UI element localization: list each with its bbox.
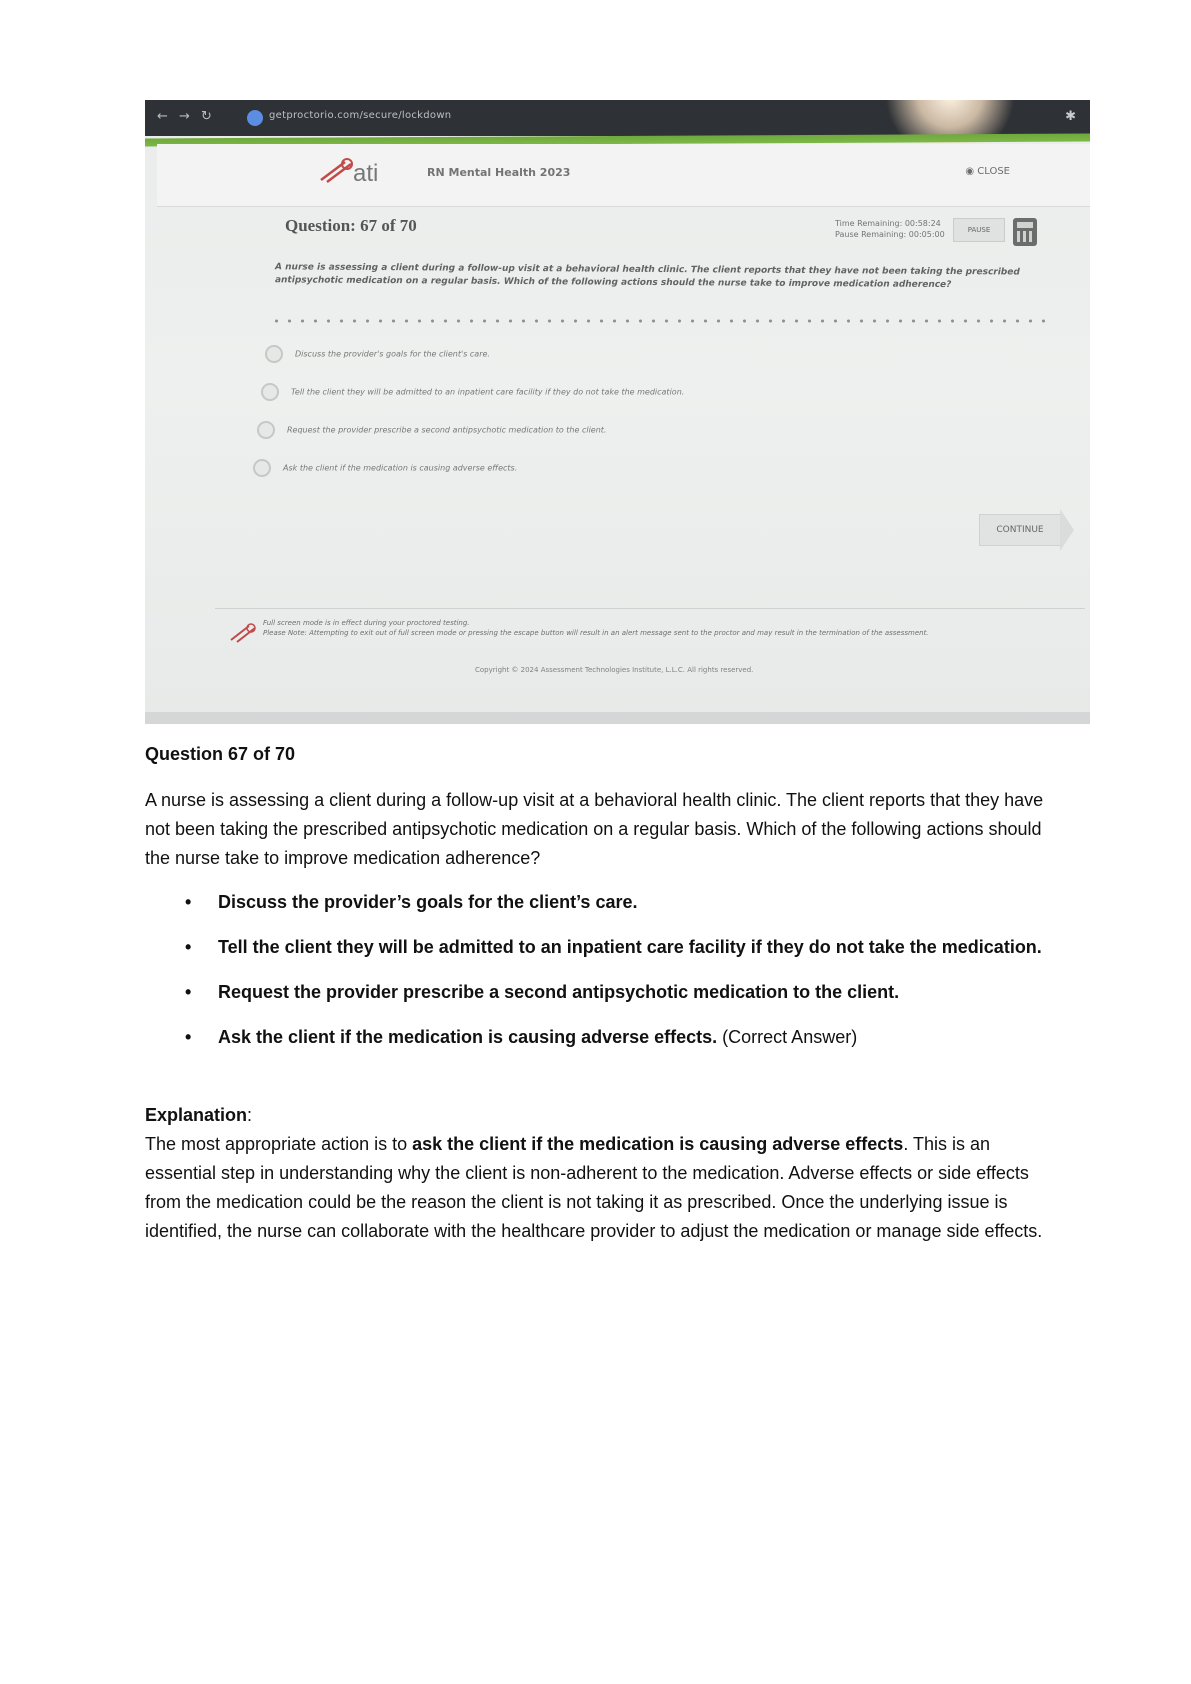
notice-line-1: Full screen mode is in effect during your proctored testing.	[263, 619, 470, 627]
close-button[interactable]	[965, 166, 1010, 177]
list-item	[145, 888, 1050, 917]
radio-button[interactable]	[253, 459, 271, 477]
list-item	[145, 978, 1050, 1007]
answer-list	[145, 888, 1050, 1068]
exam-screen-photo	[145, 100, 1090, 724]
radio-button[interactable]	[257, 421, 275, 439]
close-label: CLOSE	[977, 166, 1010, 177]
list-item	[145, 933, 1050, 962]
explanation-rest: . This is an essential step in understanding why the client is non-adherent to the medication. Adverse effects or side effects from the medication could be the reason the client is not taking it as prescribed. Once the underlying issue is identified, the nurse can collaborate with the healthcare provider to adjust the medication or manage side effects.	[145, 1134, 1043, 1241]
course-title: RN Mental Health 2023	[427, 166, 571, 179]
screen-bezel	[145, 712, 1090, 724]
app-logo-text: ati	[353, 160, 379, 187]
reload-icon[interactable]: ↻	[201, 109, 212, 124]
copyright: Copyright © 2024 Assessment Technologies Institute, L.L.C. All rights reserved.	[475, 666, 754, 674]
dotted-divider	[270, 318, 1050, 324]
option-label: Discuss the provider's goals for the client's care.	[295, 349, 490, 359]
explanation-intro: The most appropriate action is to	[145, 1134, 413, 1154]
radio-button[interactable]	[261, 383, 279, 401]
explanation-heading	[145, 1101, 1050, 1130]
explanation-text	[145, 1130, 1050, 1246]
explanation-key-phrase: ask the client if the medication is causing adverse effects	[412, 1134, 904, 1154]
list-item	[145, 1023, 1050, 1052]
back-arrow-icon[interactable]: ←	[157, 109, 168, 124]
bullet: •	[185, 937, 192, 957]
bullet: •	[185, 892, 192, 912]
forward-arrow-icon[interactable]: →	[179, 109, 190, 124]
option-text: Tell the client they will be admitted to an inpatient care facility if they do not take the medication.	[218, 937, 1042, 957]
answer-option[interactable]	[261, 383, 684, 401]
option-text: Ask the client if the medication is causing adverse effects.	[218, 1027, 718, 1047]
extension-icon[interactable]: ✱	[1065, 109, 1076, 124]
answer-option[interactable]	[265, 345, 490, 363]
option-label: Ask the client if the medication is causing adverse effects.	[283, 463, 518, 473]
radio-button[interactable]	[265, 345, 283, 363]
explanation-label: Explanation	[145, 1105, 248, 1125]
fullscreen-notice	[263, 618, 1063, 638]
pause-button[interactable]: PAUSE	[953, 218, 1005, 242]
option-text: Discuss the provider’s goals for the client’s care.	[218, 892, 638, 912]
option-text: Request the provider prescribe a second antipsychotic medication to the client.	[218, 982, 900, 1002]
answer-option[interactable]	[257, 421, 606, 439]
explanation-colon: :	[247, 1105, 253, 1125]
time-remaining: Time Remaining: 00:58:24	[835, 219, 941, 228]
answer-option[interactable]	[253, 459, 517, 477]
timer	[835, 218, 945, 240]
notice-line-2: Please Note: Attempting to exit out of full screen mode or pressing the escape button will result in an alert message sent to the proctor and may result in the termination of the assessment.	[263, 629, 929, 637]
close-icon: ◉	[965, 166, 978, 177]
proctorio-badge-icon	[247, 110, 263, 126]
bullet: •	[185, 982, 192, 1002]
question-heading: Question 67 of 70	[145, 744, 296, 764]
bullet: •	[185, 1027, 192, 1047]
correct-answer-note: (Correct Answer)	[717, 1027, 858, 1047]
footer-divider	[215, 608, 1085, 609]
address-bar[interactable]: getproctorio.com/secure/lockdown	[269, 110, 452, 121]
question-counter: Question: 67 of 70	[285, 216, 417, 235]
ati-footer-logo-icon	[229, 622, 259, 644]
calculator-icon[interactable]	[1013, 218, 1037, 246]
question-text: A nurse is assessing a client during a follow-up visit at a behavioral health clinic. The client reports that they have not been taking the prescribed antipsychotic medication on a regular basis. Which of the following actions should the nurse take to improve medication adherence?	[145, 790, 1044, 868]
app-header	[157, 144, 1090, 207]
question-stem: A nurse is assessing a client during a follow-up visit at a behavioral health clinic. The client reports that they have not been taking the prescribed antipsychotic medication on a regular basis. Which of the following actions should the nurse take to improve medication adherence?	[274, 262, 1020, 291]
option-label: Request the provider prescribe a second antipsychotic medication to the client.	[287, 425, 607, 435]
continue-button[interactable]: CONTINUE	[979, 514, 1061, 546]
pause-remaining: Pause Remaining: 00:05:00	[835, 230, 945, 239]
option-label: Tell the client they will be admitted to an inpatient care facility if they do not take the medication.	[291, 387, 685, 397]
